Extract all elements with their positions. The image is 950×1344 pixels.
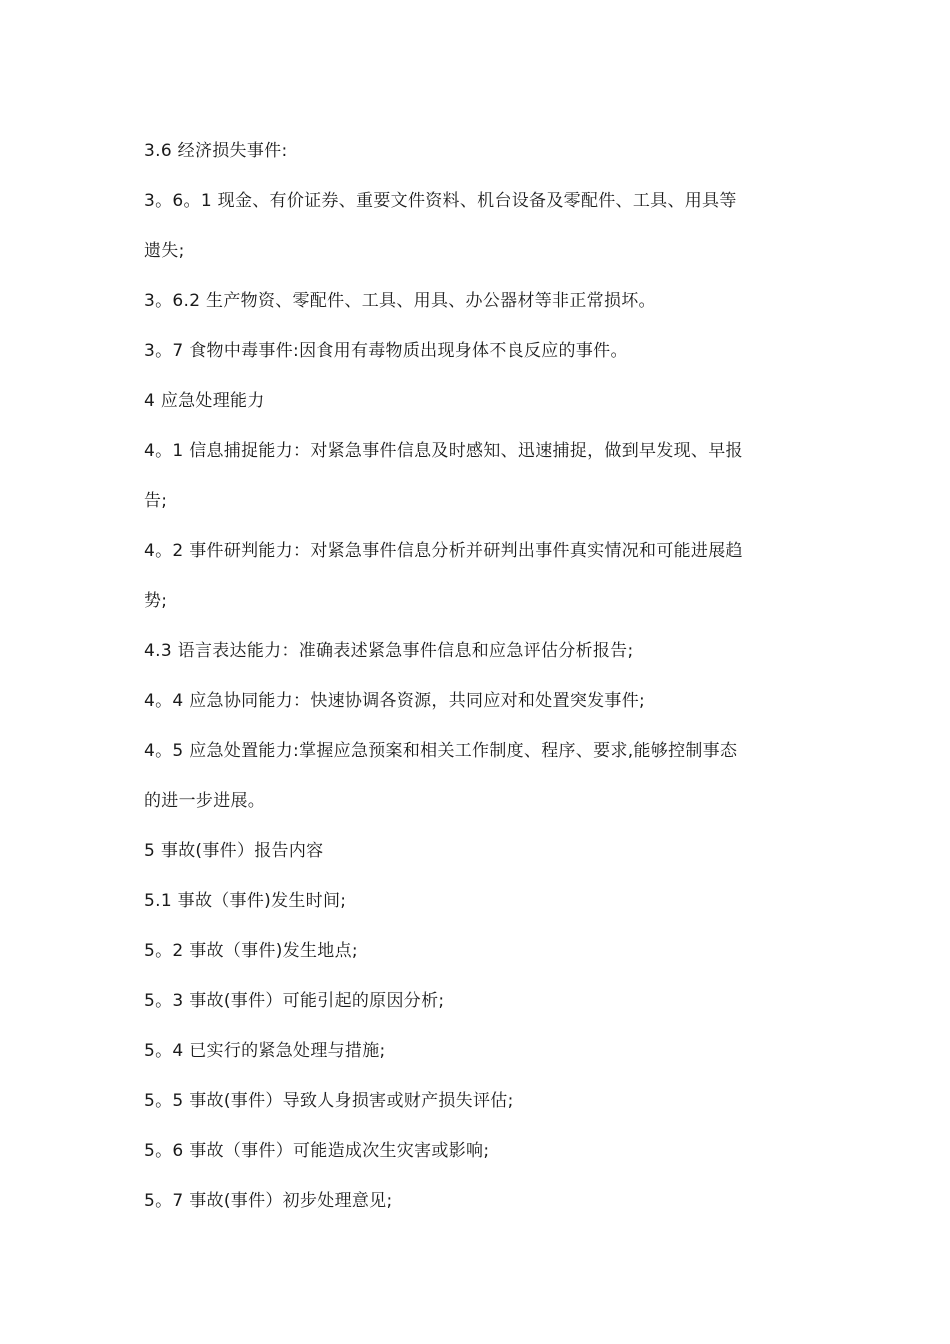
text-line: 3。6。1 现金、有价证券、重要文件资料、机台设备及零配件、工具、用具等	[144, 191, 737, 211]
text-line: 的进一步进展。	[144, 791, 266, 811]
text-line: 4。1 信息捕捉能力：对紧急事件信息及时感知、迅速捕捉，做到早发现、早报	[144, 441, 743, 461]
section-heading: 5 事故(事件）报告内容	[144, 841, 324, 861]
text-line: 4.3 语言表达能力：准确表述紧急事件信息和应急评估分析报告;	[144, 641, 634, 661]
text-line: 4。4 应急协同能力：快速协调各资源，共同应对和处置突发事件;	[144, 691, 646, 711]
text-line: 5。2 事故（事件)发生地点;	[144, 941, 358, 961]
section-heading: 4 应急处理能力	[144, 391, 265, 411]
text-line: 5。7 事故(事件）初步处理意见;	[144, 1191, 393, 1211]
text-line: 4。5 应急处置能力:掌握应急预案和相关工作制度、程序、要求,能够控制事态	[144, 741, 738, 761]
text-line: 3.6 经济损失事件:	[144, 141, 288, 161]
text-line: 遗失;	[144, 241, 185, 261]
text-line: 3。7 食物中毒事件:因食用有毒物质出现身体不良反应的事件。	[144, 341, 628, 361]
text-line: 3。6.2 生产物资、零配件、工具、用具、办公器材等非正常损坏。	[144, 291, 656, 311]
text-line: 5。6 事故（事件）可能造成次生灾害或影响;	[144, 1141, 490, 1161]
text-line: 4。2 事件研判能力：对紧急事件信息分析并研判出事件真实情况和可能进展趋	[144, 541, 743, 561]
text-line: 5。5 事故(事件）导致人身损害或财产损失评估;	[144, 1091, 514, 1111]
text-line: 5。3 事故(事件）可能引起的原因分析;	[144, 991, 445, 1011]
document-body	[144, 126, 808, 1226]
text-line: 势;	[144, 591, 168, 611]
text-line: 5.1 事故（事件)发生时间;	[144, 891, 347, 911]
text-line: 5。4 已实行的紧急处理与措施;	[144, 1041, 386, 1061]
text-line: 告;	[144, 491, 168, 511]
